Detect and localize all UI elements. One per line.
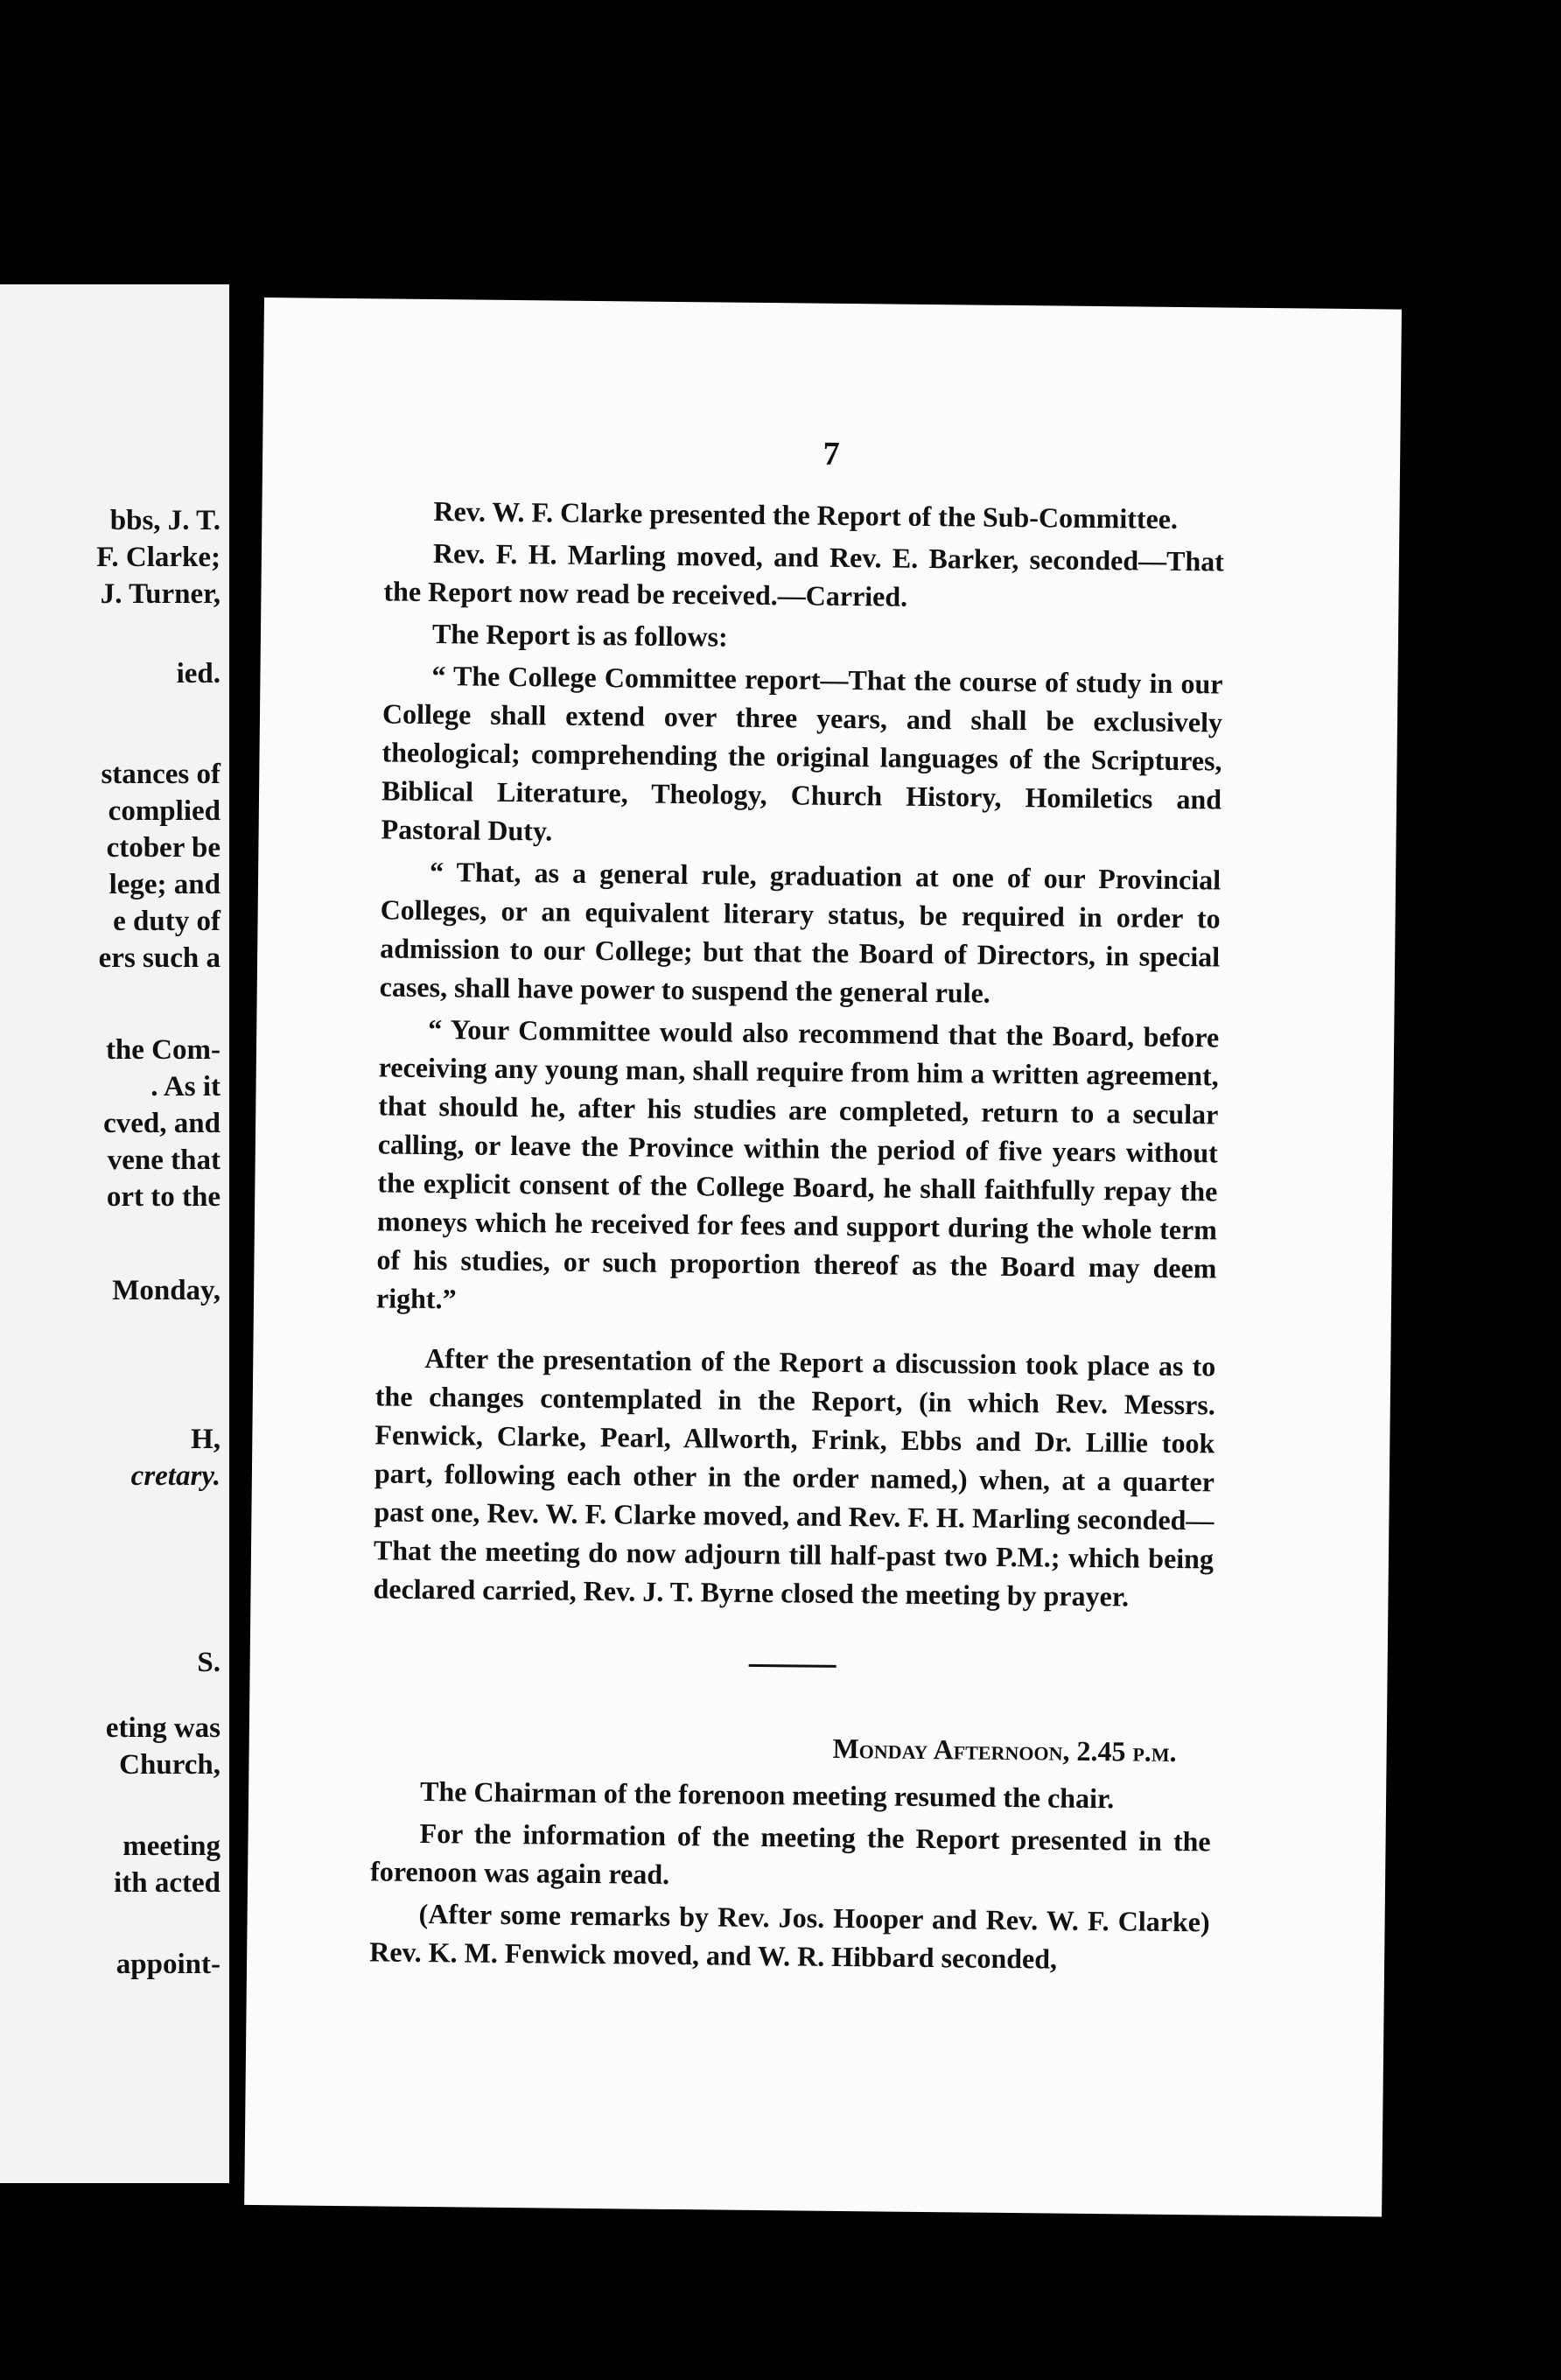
left-page-line: cretary. [130, 1460, 220, 1492]
paragraph: After the presentation of the Report a discussion took place as to the changes contemplated in the Report, (in which Rev. Messrs. Fenwick, Clarke, Pearl, Allworth, Frink, Ebbs and Dr. Lillie took part, following each other in the order named,) when, at a quarter past one, Rev. W. F. Clarke moved, and Rev. F. H. Marling seconded—That the meeting do now adjourn till half-past two P.M.; which being declared carried, Rev. J. T. Byrne closed the meeting by prayer. [373, 1341, 1216, 1613]
left-page-line: S. [197, 1647, 220, 1678]
left-page-line: stances of [101, 759, 220, 790]
quoted-paragraph: “ The College Committee report—That the course of study in our College shall extend over three years, and shall be exclusively theological; comprehending the original languages of the Scriptures, Biblical Literature, Theology, Church History, Homiletics and Pastoral Duty. [381, 660, 1223, 847]
left-page-fragment [0, 284, 229, 2183]
left-page-line: ort to the [106, 1181, 220, 1213]
left-page-line: e duty of [113, 906, 220, 937]
left-page-line: eting was [105, 1712, 220, 1744]
section-heading: Monday Afternoon, 2.45 p.m. [832, 1732, 1177, 1768]
quoted-paragraph: “ That, as a general rule, graduation at one of our Provincial Colleges, or an equivalent literary status, be required in order to admission to our College; but that the Board of Directors, in special cases, shall have power to suspend the general rule. [379, 856, 1222, 1009]
left-page-line: ctober be [106, 832, 220, 864]
left-page-line: complied [108, 795, 220, 827]
paragraph: Rev. F. H. Marling moved, and Rev. E. Barker, seconded—That the Report now read be received.—Carried. [383, 537, 1225, 612]
section-divider [749, 1664, 836, 1668]
left-page-line: meeting [122, 1830, 220, 1862]
paragraph: (After some remarks by Rev. Jos. Hooper and Rev. W. F. Clarke) Rev. K. M. Fenwick moved, and W. R. Hibbard seconded, [369, 1897, 1210, 1975]
left-page-line: Church, [119, 1749, 220, 1781]
quoted-paragraph: “ Your Committee would also recommend that the Board, before receiving any young man, shall require from him a written agreement, that should he, after his studies are completed, return to a secular calling, or leave the Province within the period of five years without the explicit consent of the College Board, he shall faithfully repay the moneys which he received for fees and support during the whole term of his studies, or such proportion thereof as the Board may deem right.” [375, 1013, 1220, 1315]
right-page [244, 298, 1402, 2216]
paragraph: The Report is as follows: [431, 618, 728, 653]
left-page-line: the Com- [105, 1034, 220, 1066]
left-page-line: Monday, [112, 1275, 220, 1306]
left-page-line: appoint- [116, 1949, 220, 1980]
left-page-line: ied. [176, 658, 220, 690]
left-page-line: J. Turner, [100, 578, 220, 610]
left-page-line: cved, and [103, 1108, 220, 1139]
left-page-line: bbs, J. T. [109, 505, 220, 536]
paragraph: The Chairman of the forenoon meeting resumed the chair. [419, 1774, 1115, 1815]
left-page-line: ers such a [98, 942, 220, 974]
left-page-line: H, [191, 1424, 220, 1455]
paragraph: For the information of the meeting the Report presented in the forenoon was again read. [369, 1816, 1211, 1890]
left-page-line: ith acted [114, 1867, 220, 1899]
paragraph: Rev. W. F. Clarke presented the Report of the Sub-Committee. [433, 495, 1179, 535]
page-body [369, 491, 1225, 1983]
left-page-line: F. Clarke; [96, 542, 220, 573]
left-page-line: lege; and [108, 869, 220, 900]
page-number: 7 [822, 435, 840, 472]
left-page-line: vene that [107, 1144, 220, 1176]
left-page-line: . As it [150, 1071, 220, 1102]
